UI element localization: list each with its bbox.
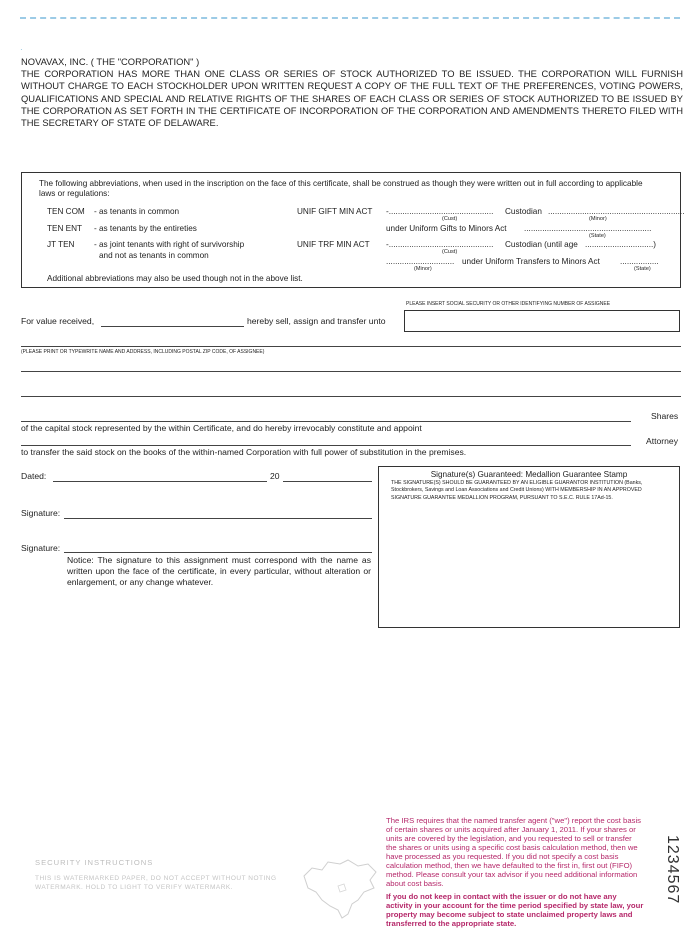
year-prefix: 20 bbox=[270, 471, 280, 481]
abbr-ten-ent-desc: - as tenants by the entireties bbox=[94, 224, 197, 233]
transferor-line[interactable] bbox=[101, 326, 244, 327]
corporation-name: NOVAVAX, INC. ( THE "CORPORATION" ) bbox=[21, 56, 200, 67]
date-line[interactable] bbox=[53, 481, 267, 482]
security-instructions-title: SECURITY INSTRUCTIONS bbox=[35, 858, 154, 867]
gift-state-caption: (State) bbox=[589, 233, 606, 239]
trf-age-dots: ..............................) bbox=[585, 240, 656, 249]
signature-1-label: Signature: bbox=[21, 508, 61, 518]
abbr-ten-ent: TEN ENT bbox=[47, 224, 83, 233]
trf-state-dots: ................. bbox=[620, 257, 659, 266]
abbr-ten-com: TEN COM bbox=[47, 207, 85, 216]
legend-text: THE CORPORATION HAS MORE THAN ONE CLASS OR SERIES OF STOCK AUTHORIZED TO BE ISSUED. THE CORPORATION WILL FURNISH WITHOUT CHARGE TO EACH STOCKHOLDER UPON WRITTEN REQUEST A COPY OF THE FULL TEXT OF THE PREFERENCES, VOTING POWERS, QUALIFICATIONS AND SPECIAL AND RELATIVE RIGHTS OF THE SHARES OF EACH CLASS OR SERIES OF STOCK AUTHORIZED TO BE ISSUED BY THE CORPORATION AS SET FORTH IN THE CERTIFICATE OF INCORPORATION OF THE CORPORATION AND AMENDMENTS THERETO FILED WITH THE SECRETARY OF STATE OF DELAWARE. bbox=[21, 68, 683, 129]
dated-label: Dated: bbox=[21, 471, 47, 481]
legend-header bbox=[21, 56, 683, 129]
capital-stock-text: of the capital stock represented by the within Certificate, and do hereby irrevocably constitute and appoint bbox=[21, 423, 422, 433]
abbr-jt-ten-desc2: and not as tenants in common bbox=[99, 251, 209, 260]
trf-minor-dots: .............................. bbox=[386, 257, 455, 266]
trf-state-caption: (State) bbox=[634, 266, 651, 272]
top-dashed-border bbox=[20, 17, 680, 19]
north-america-watermark-icon bbox=[298, 856, 382, 926]
abbr-jt-ten-desc: - as joint tenants with right of survivorship bbox=[94, 240, 245, 249]
serial-number-container bbox=[660, 835, 684, 905]
gift-minor-dots: ............................................................ bbox=[548, 207, 685, 216]
abbr-unif-gift: UNIF GIFT MIN ACT bbox=[297, 207, 373, 216]
assignee-line-2[interactable] bbox=[21, 371, 681, 372]
year-line[interactable] bbox=[283, 481, 372, 482]
abbreviations-additional: Additional abbreviations may also be used though not in the above list. bbox=[47, 274, 303, 283]
medallion-stamp-box bbox=[378, 466, 680, 628]
hereby-sell-label: hereby sell, assign and transfer unto bbox=[247, 316, 386, 326]
trf-custodian-until: Custodian (until age bbox=[505, 240, 578, 249]
value-received-label: For value received, bbox=[21, 316, 95, 326]
security-instructions-text: THIS IS WATERMARKED PAPER, DO NOT ACCEPT WITHOUT NOTING WATERMARK. HOLD TO LIGHT TO VERIFY WATERMARK. bbox=[35, 875, 277, 891]
under-gifts-act: under Uniform Gifts to Minors Act bbox=[386, 224, 507, 233]
abbr-jt-ten: JT TEN bbox=[47, 240, 75, 249]
shares-label: Shares bbox=[651, 411, 679, 421]
attorney-label: Attorney bbox=[646, 436, 679, 446]
signature-notice: Notice: The signature to this assignment must correspond with the name as written upon the face of the certificate, in every particular, without alteration or enlargement, or any change whatever. bbox=[67, 555, 371, 587]
stamp-instructions: THE SIGNATURE(S) SHOULD BE GUARANTEED BY AN ELIGIBLE GUARANTOR INSTITUTION (Banks, Stockbrokers, Savings and Loan Associations and Credit Unions) WITH MEMBERSHIP IN AN APPROVED SIGNATURE GUARANTEE MEDALLION PROGRAM, PURSUANT TO S.E.C. RULE 17Ad-15. bbox=[391, 480, 643, 501]
to-transfer-text: to transfer the said stock on the books of the within-named Corporation with full power of substitution in the premises. bbox=[21, 447, 467, 457]
abbreviations-intro: The following abbreviations, when used in the inscription on the face of this certificate, shall be construed as though they were written out in full according to applicable laws or regulations: bbox=[39, 179, 643, 198]
irs-cost-basis-text: The IRS requires that the named transfer agent ("we") report the cost basis of certain shares or units acquired after January 1, 2011. If your shares or units are covered by the legislation, and you requested to sell or transfer the shares or units using a specific cost basis calculation method, then we have processed as you requested. If you did not specify a cost basis calculation method, then we have defaulted to the first in, first out (FIFO) method. Please consult your tax advisor if you need additional information about cost basis. bbox=[386, 816, 641, 888]
corner-mark: · bbox=[20, 45, 23, 54]
abbr-ten-com-desc: - as tenants in common bbox=[94, 207, 180, 216]
gift-state-dots: ........................................................ bbox=[524, 224, 652, 233]
gift-cust-caption: (Cust) bbox=[442, 216, 458, 222]
gift-cust-dots: -.............................................. bbox=[386, 207, 494, 216]
gift-minor-caption: (Minor) bbox=[589, 216, 607, 222]
ssn-label: PLEASE INSERT SOCIAL SECURITY OR OTHER IDENTIFYING NUMBER OF ASSIGNEE bbox=[406, 301, 611, 307]
trf-cust-caption: (Cust) bbox=[442, 249, 458, 255]
trf-minor-caption: (Minor) bbox=[414, 266, 432, 272]
trf-cust-dots: -.............................................. bbox=[386, 240, 494, 249]
attorney-line[interactable] bbox=[21, 445, 631, 446]
shares-line[interactable] bbox=[21, 421, 631, 422]
signature-1-line[interactable] bbox=[64, 518, 372, 519]
irs-unclaimed-property-text: If you do not keep in contact with the issuer or do not have any activity in your account for the time period specified by state law, your property may become subject to state unclaimed property laws and transferred to the appropriate state. bbox=[386, 892, 644, 928]
assignee-line-1[interactable] bbox=[21, 346, 681, 347]
abbr-unif-trf: UNIF TRF MIN ACT bbox=[297, 240, 370, 249]
abbreviations-box bbox=[21, 172, 685, 288]
print-instruction: (PLEASE PRINT OR TYPEWRITE NAME AND ADDRESS, INCLUDING POSTAL ZIP CODE, OF ASSIGNEE) bbox=[21, 349, 265, 355]
stamp-title: Signature(s) Guaranteed: Medallion Guarantee Stamp bbox=[430, 470, 628, 479]
serial-number: 1234567 bbox=[664, 835, 681, 905]
ssn-input-box[interactable] bbox=[404, 310, 680, 332]
assignee-line-3[interactable] bbox=[21, 396, 681, 397]
signature-2-line[interactable] bbox=[64, 552, 372, 553]
irs-notice bbox=[386, 816, 644, 928]
gift-custodian: Custodian bbox=[505, 207, 542, 216]
signature-2-label: Signature: bbox=[21, 543, 61, 553]
under-transfers-act: under Uniform Transfers to Minors Act bbox=[462, 257, 600, 266]
